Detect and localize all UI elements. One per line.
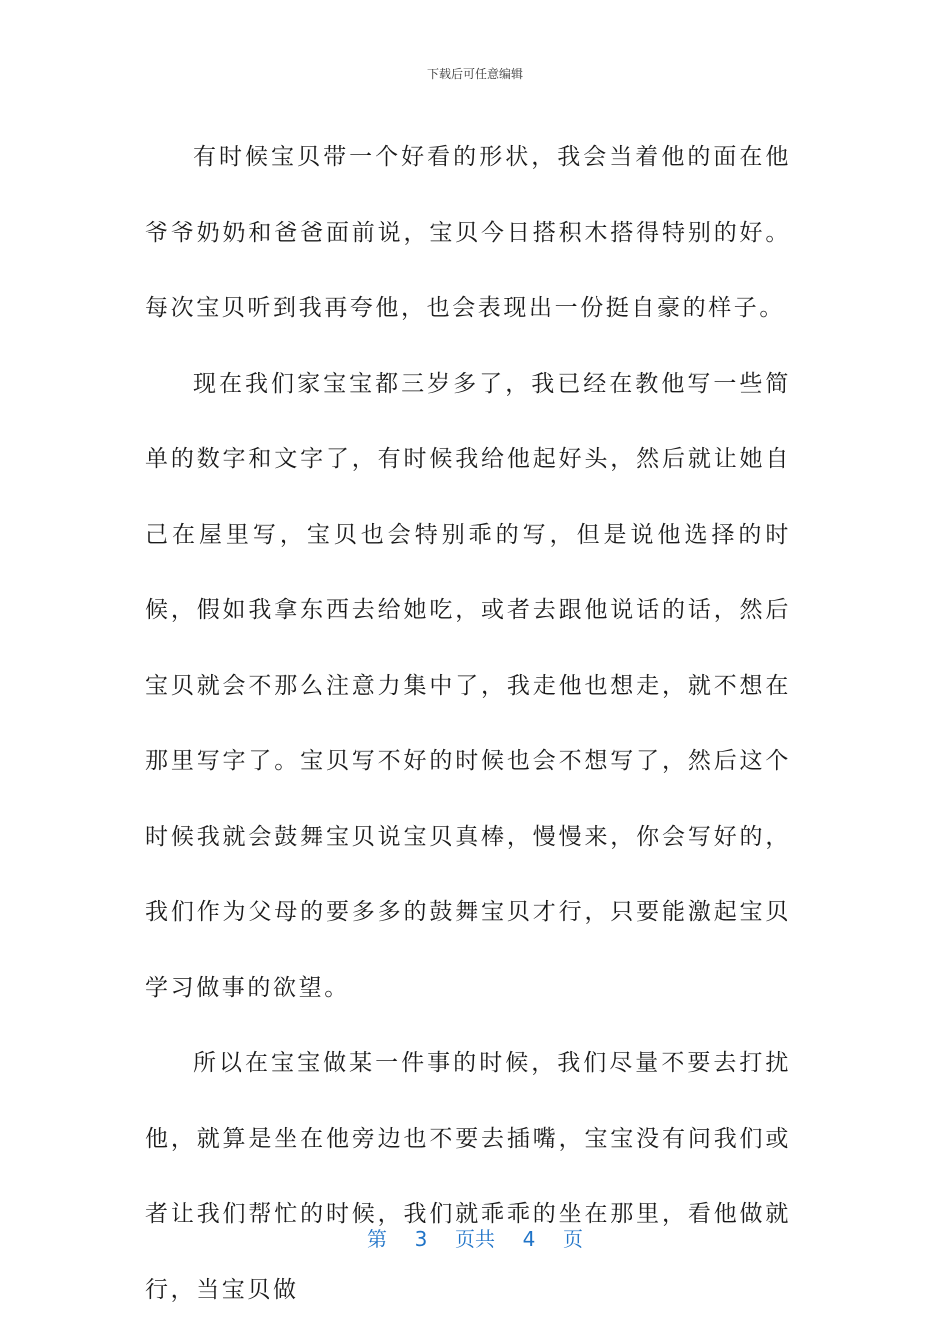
page-number-footer [0,1226,950,1252]
footer-prefix: 第 [367,1227,387,1251]
footer-suffix: 页 [563,1227,583,1251]
footer-middle: 页共 [455,1227,495,1251]
paragraph: 现在我们家宝宝都三岁多了，我已经在教他写一些简单的数字和文字了，有时候我给他起好头，然后就让她自己在屋里写，宝贝也会特别乖的写，但是说他选择的时候，假如我拿东西去给她吃，或者去跟他说话的话，然后宝贝就会不那么注意力集中了，我走他也想走，就不想在那里写字了。宝贝写不好的时候也会不想写了，然后这个时候我就会鼓舞宝贝说宝贝真棒，慢慢来，你会写好的，我们作为父母的要多多的鼓舞宝贝才行，只要能激起宝贝学习做事的欲望。 [145,370,791,1001]
paragraph: 有时候宝贝带一个好看的形状，我会当着他的面在他爷爷奶奶和爸爸面前说，宝贝今日搭积木搭得特别的好。每次宝贝听到我再夸他，也会表现出一份挺自豪的样子。 [145,144,791,321]
page-header: 下载后可任意编辑 [426,67,523,81]
document-body [145,120,791,1328]
total-pages-number: 4 [522,1227,536,1251]
current-page-number: 3 [414,1227,428,1251]
paragraph: 所以在宝宝做某一件事的时候，我们尽量不要去打扰他，就算是坐在他旁边也不要去插嘴，宝宝没有问我们或者让我们帮忙的时候，我们就乖乖的坐在那里，看他做就行，当宝贝做 [145,1050,791,1303]
